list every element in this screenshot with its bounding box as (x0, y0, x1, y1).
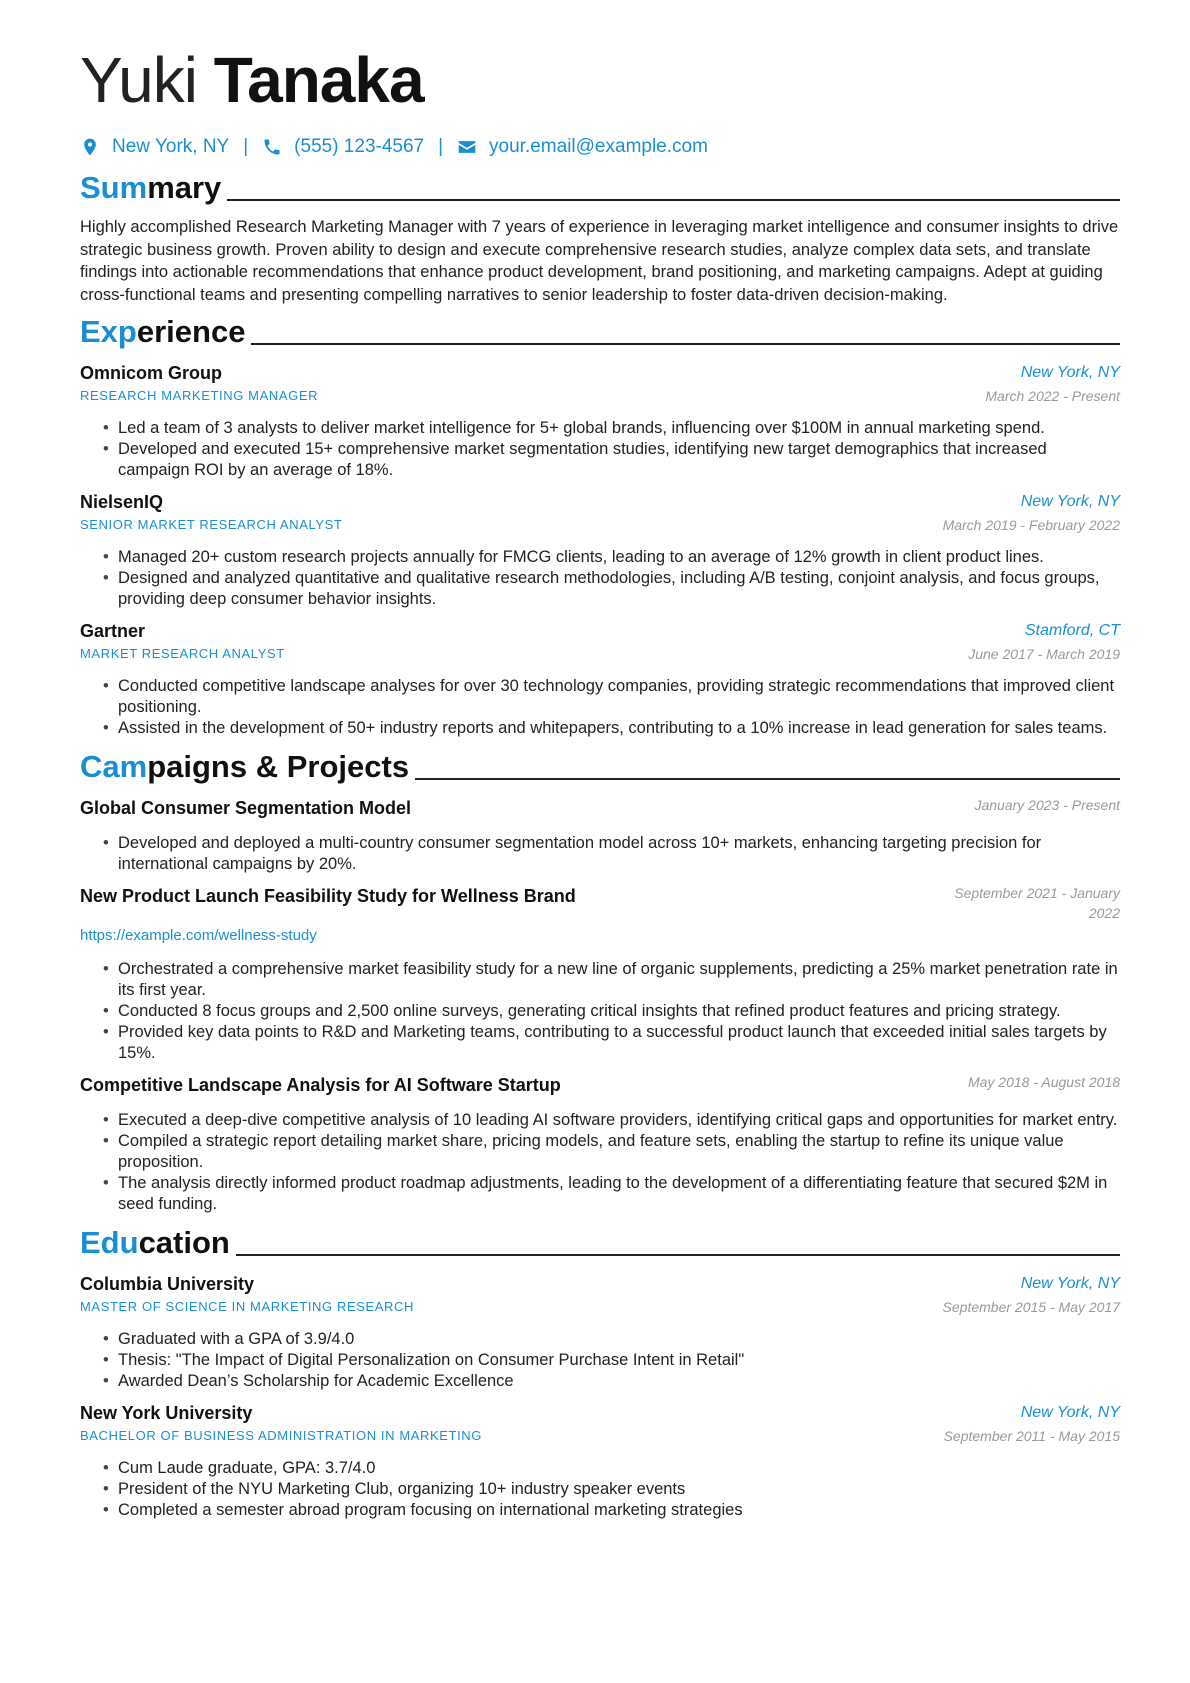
entry-dates: May 2018 - August 2018 (967, 1074, 1120, 1090)
title-accent: Exp (80, 314, 137, 349)
bullet-item: • President of the NYU Marketing Club, organizing 10+ industry speaker events (118, 1479, 1120, 1500)
entry-location: New York, NY (1020, 1275, 1120, 1292)
bullet-item: • Awarded Dean’s Scholarship for Academic Excellence (118, 1371, 1120, 1392)
entry-location: Stamford, CT (1024, 622, 1120, 639)
project-title: Global Consumer Segmentation Model (80, 798, 412, 818)
school-name: Columbia University (80, 1274, 255, 1294)
project-title: Competitive Landscape Analysis for AI Software Startup (80, 1075, 561, 1095)
title-accent: Cam (80, 749, 148, 784)
bullet-item: • Graduated with a GPA of 3.9/4.0 (118, 1329, 1120, 1350)
email-text: your.email@example.com (489, 136, 708, 157)
title-accent: Sum (80, 170, 148, 205)
entry-dates: March 2019 - February 2022 (942, 517, 1120, 533)
entry-dates: September 2015 - May 2017 (942, 1299, 1120, 1315)
contact-line (80, 132, 1120, 162)
bullet-item: • Managed 20+ custom research projects annually for FMCG clients, leading to an average of 12% growth in client product lines. (118, 547, 1120, 568)
title-rest: cation (138, 1225, 230, 1260)
entry-location: New York, NY (1020, 364, 1120, 381)
bullet-list (80, 547, 1120, 610)
bullet-list (80, 676, 1120, 739)
bullet-list (80, 1329, 1120, 1392)
summary-text: Highly accomplished Research Marketing Manager with 7 years of experience in leveraging market intelligence and consumer insights to drive strategic business growth. Proven ability to design and execute comprehensive research studies, analyze complex data sets, and translate findings into actionable recommendations that enhance product development, brand positioning, and marketing campaigns. Adept at guiding cross-functional teams and presenting compelling narratives to senior leadership to foster data-driven decision-making. (80, 218, 1119, 304)
project-entry (80, 1072, 1120, 1215)
education-entry (80, 1271, 1120, 1392)
bullet-item: • Conducted competitive landscape analyses for over 30 technology companies, providing strategic recommendations that improved client positioning. (118, 676, 1120, 718)
school-name: New York University (80, 1403, 253, 1423)
location-text: New York, NY (112, 136, 230, 157)
job-title: MARKET RESEARCH ANALYST (80, 646, 285, 661)
bullet-item: • Developed and deployed a multi-country consumer segmentation model across 10+ markets, enhancing targeting precision for international campaigns by 20%. (118, 833, 1120, 875)
section-title (80, 747, 409, 787)
experience-heading (80, 312, 1120, 352)
entry-dates: January 2023 - Present (974, 797, 1120, 813)
contact-separator: | (438, 136, 444, 157)
bullet-item: • Compiled a strategic report detailing market share, pricing models, and feature sets, enabling the startup to refine its unique value proposition. (118, 1131, 1120, 1173)
company-name: Omnicom Group (80, 363, 223, 383)
title-rest: erience (136, 314, 246, 349)
title-rest: paigns & Projects (147, 749, 410, 784)
map-pin-icon (80, 137, 100, 157)
bullet-list (80, 418, 1120, 481)
section-rule (227, 199, 1120, 201)
company-name: NielsenIQ (80, 492, 164, 512)
envelope-icon (457, 137, 477, 157)
phone-text: (555) 123-4567 (294, 136, 425, 157)
experience-entry (80, 618, 1120, 739)
entry-dates: June 2017 - March 2019 (968, 646, 1120, 662)
contact-email[interactable] (457, 136, 708, 158)
bullet-item: • Cum Laude graduate, GPA: 3.7/4.0 (118, 1458, 1120, 1479)
entry-location: New York, NY (1020, 1404, 1120, 1421)
entry-dates: September 2021 - January 2022 (954, 885, 1120, 921)
bullet-item: • Designed and analyzed quantitative and qualitative research methodologies, including A/B testing, conjoint analysis, and focus groups, providing deep consumer behavior insights. (118, 568, 1120, 610)
bullet-item: • The analysis directly informed product roadmap adjustments, leading to the development of a differentiating feature that secured $2M in seed funding. (118, 1173, 1120, 1215)
bullet-item: • Completed a semester abroad program focusing on international marketing strategies (118, 1500, 1120, 1521)
section-title (80, 1223, 230, 1263)
section-rule (251, 343, 1120, 345)
bullet-item: • Conducted 8 focus groups and 2,500 online surveys, generating critical insights that refined product features and pricing strategy. (118, 1001, 1120, 1022)
summary-heading (80, 168, 1120, 208)
title-accent: Edu (80, 1225, 139, 1260)
section-title (80, 168, 221, 208)
entry-location: New York, NY (1020, 493, 1120, 510)
bullet-item: • Assisted in the development of 50+ industry reports and whitepapers, contributing to a 10% increase in lead generation for sales teams. (118, 718, 1120, 739)
entry-dates: March 2022 - Present (985, 388, 1120, 404)
section-rule (415, 778, 1120, 780)
section-rule (236, 1254, 1120, 1256)
experience-entry (80, 489, 1120, 610)
bullet-list (80, 1458, 1120, 1521)
projects-heading (80, 747, 1120, 787)
education-entry (80, 1400, 1120, 1521)
entry-dates: September 2011 - May 2015 (943, 1428, 1120, 1444)
contact-location (80, 136, 229, 158)
job-title: SENIOR MARKET RESEARCH ANALYST (80, 517, 343, 532)
bullet-list (80, 833, 1120, 875)
education-heading (80, 1223, 1120, 1263)
bullet-item: • Executed a deep-dive competitive analysis of 10 leading AI software providers, identifying critical gaps and opportunities for market entry. (118, 1110, 1120, 1131)
degree-name: MASTER OF SCIENCE IN MARKETING RESEARCH (80, 1299, 414, 1314)
section-title (80, 312, 245, 352)
bullet-list (80, 959, 1120, 1064)
bullet-item: • Thesis: "The Impact of Digital Personalization on Consumer Purchase Intent in Retail" (118, 1350, 1120, 1371)
phone-icon (262, 137, 282, 157)
job-title: RESEARCH MARKETING MANAGER (80, 388, 319, 403)
project-entry (80, 795, 1120, 875)
contact-separator: | (243, 136, 249, 157)
company-name: Gartner (80, 621, 146, 641)
bullet-item: • Developed and executed 15+ comprehensive market segmentation studies, identifying new target demographics that increased campaign ROI by an average of 18%. (118, 439, 1120, 481)
project-link[interactable]: https://example.com/wellness-study (80, 927, 317, 944)
title-rest: mary (147, 170, 222, 205)
experience-entry (80, 360, 1120, 481)
bullet-list (80, 1110, 1120, 1215)
bullet-item: • Provided key data points to R&D and Marketing teams, contributing to a successful product launch that exceeded initial sales targets by 15%. (118, 1022, 1120, 1064)
candidate-name (80, 40, 1120, 120)
first-name: Yuki (80, 44, 197, 116)
project-entry (80, 883, 1120, 1064)
last-name: Tanaka (213, 44, 424, 116)
contact-phone[interactable] (262, 136, 424, 158)
degree-name: BACHELOR OF BUSINESS ADMINISTRATION IN MARKETING (80, 1428, 482, 1443)
bullet-item: • Orchestrated a comprehensive market feasibility study for a new line of organic supplements, predicting a 25% market penetration rate in its first year. (118, 959, 1120, 1001)
bullet-item: • Led a team of 3 analysts to deliver market intelligence for 5+ global brands, influencing over $100M in annual marketing spend. (118, 418, 1120, 439)
project-title: New Product Launch Feasibility Study for Wellness Brand (80, 886, 576, 906)
